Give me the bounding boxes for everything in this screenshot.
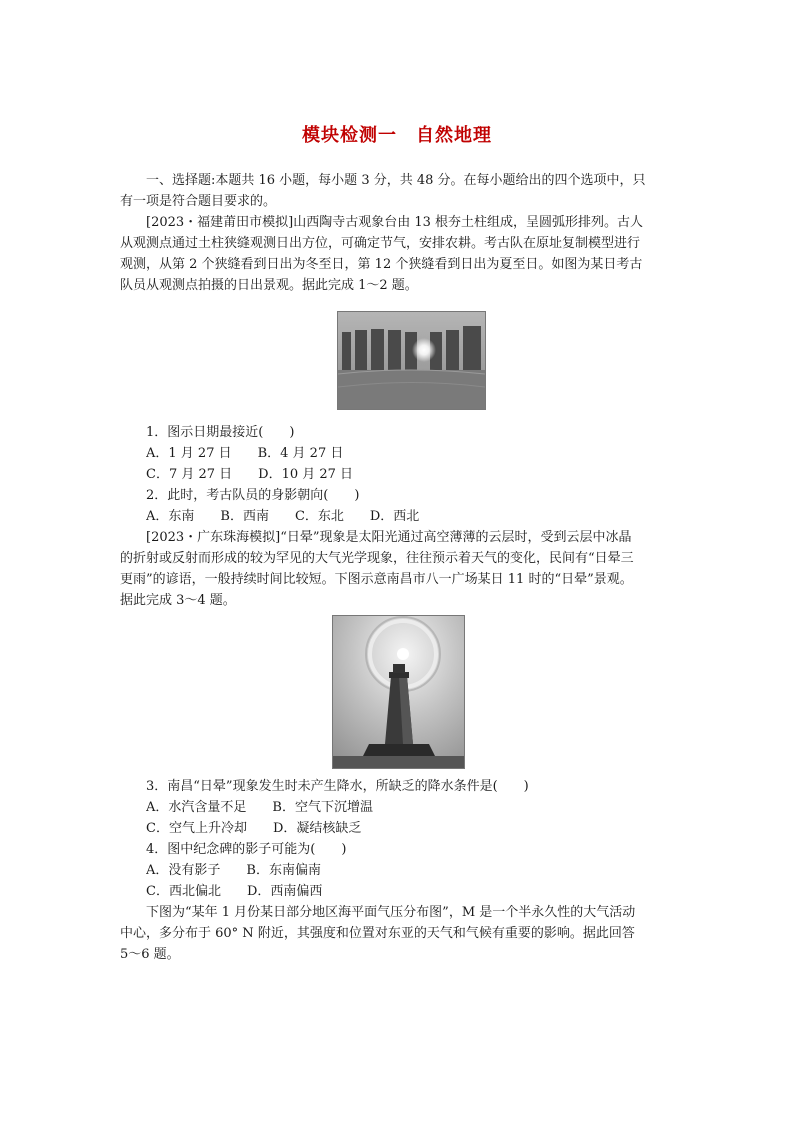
solar-halo-illustration — [333, 616, 464, 768]
passage-line: 更雨”的谚语，一般持续时间比较短。下图示意南昌市八一广场某日 11 时的“日晕”景观。 — [120, 572, 633, 587]
question-stem: 3．南昌“日晕”现象发生时未产生降水，所缺乏的降水条件是( ) — [146, 779, 529, 794]
section-intro-line: 一、选择题:本题共 16 小题，每小题 3 分，共 48 分。在每小题给出的四个选项中，只 — [146, 173, 646, 188]
passage-line: 的折射或反射而形成的较为罕见的大气光学现象，往往预示着天气的变化，民间有“日晕三 — [120, 551, 634, 566]
section-intro-line: 有一项是符合题目要求的。 — [120, 194, 277, 209]
passage-line: 5～6 题。 — [120, 947, 180, 962]
question-options: A．没有影子 B．东南偏南 — [146, 863, 321, 878]
page-title: 模块检测一 自然地理 — [302, 125, 492, 146]
question-stem: 4．图中纪念碑的影子可能为( ) — [146, 842, 347, 857]
observatory-sunrise-photo — [337, 311, 486, 410]
question-options: C．西北偏北 D．西南偏西 — [146, 884, 323, 899]
passage-line: 中心，多分布于 60° N 附近，其强度和位置对东亚的天气和气候有重要的影响。据此回答 — [120, 926, 635, 941]
question-stem: 1．图示日期最接近( ) — [146, 425, 295, 440]
observatory-sunrise-illustration — [338, 312, 485, 409]
passage-line: 下图为“某年 1 月份某日部分地区海平面气压分布图”，M 是一个半永久性的大气活动 — [146, 905, 636, 920]
solar-halo-photo — [332, 615, 465, 769]
question-options: C．7 月 27 日 D．10 月 27 日 — [146, 467, 354, 482]
question-options: A．1 月 27 日 B．4 月 27 日 — [146, 446, 344, 461]
question-stem: 2．此时，考古队员的身影朝向( ) — [146, 488, 360, 503]
passage-line: 队员从观测点拍摄的日出景观。据此完成 1～2 题。 — [120, 278, 418, 293]
passage-line: [2023・广东珠海模拟]“日晕”现象是太阳光通过高空薄薄的云层时，受到云层中冰晶 — [146, 530, 632, 545]
passage-line: 据此完成 3～4 题。 — [120, 593, 236, 608]
question-options: A．水汽含量不足 B．空气下沉增温 — [146, 800, 373, 815]
question-options: A．东南 B．西南 C．东北 D．西北 — [146, 509, 420, 524]
passage-line: [2023・福建莆田市模拟]山西陶寺古观象台由 13 根夯土柱组成，呈圆弧形排列。古人 — [146, 215, 644, 230]
question-options: C．空气上升冷却 D．凝结核缺乏 — [146, 821, 362, 836]
passage-line: 从观测点通过土柱狭缝观测日出方位，可确定节气，安排农耕。考古队在原址复制模型进行 — [120, 236, 641, 251]
passage-line: 观测，从第 2 个狭缝看到日出为冬至日，第 12 个狭缝看到日出为夏至日。如图为某日考古 — [120, 257, 643, 272]
